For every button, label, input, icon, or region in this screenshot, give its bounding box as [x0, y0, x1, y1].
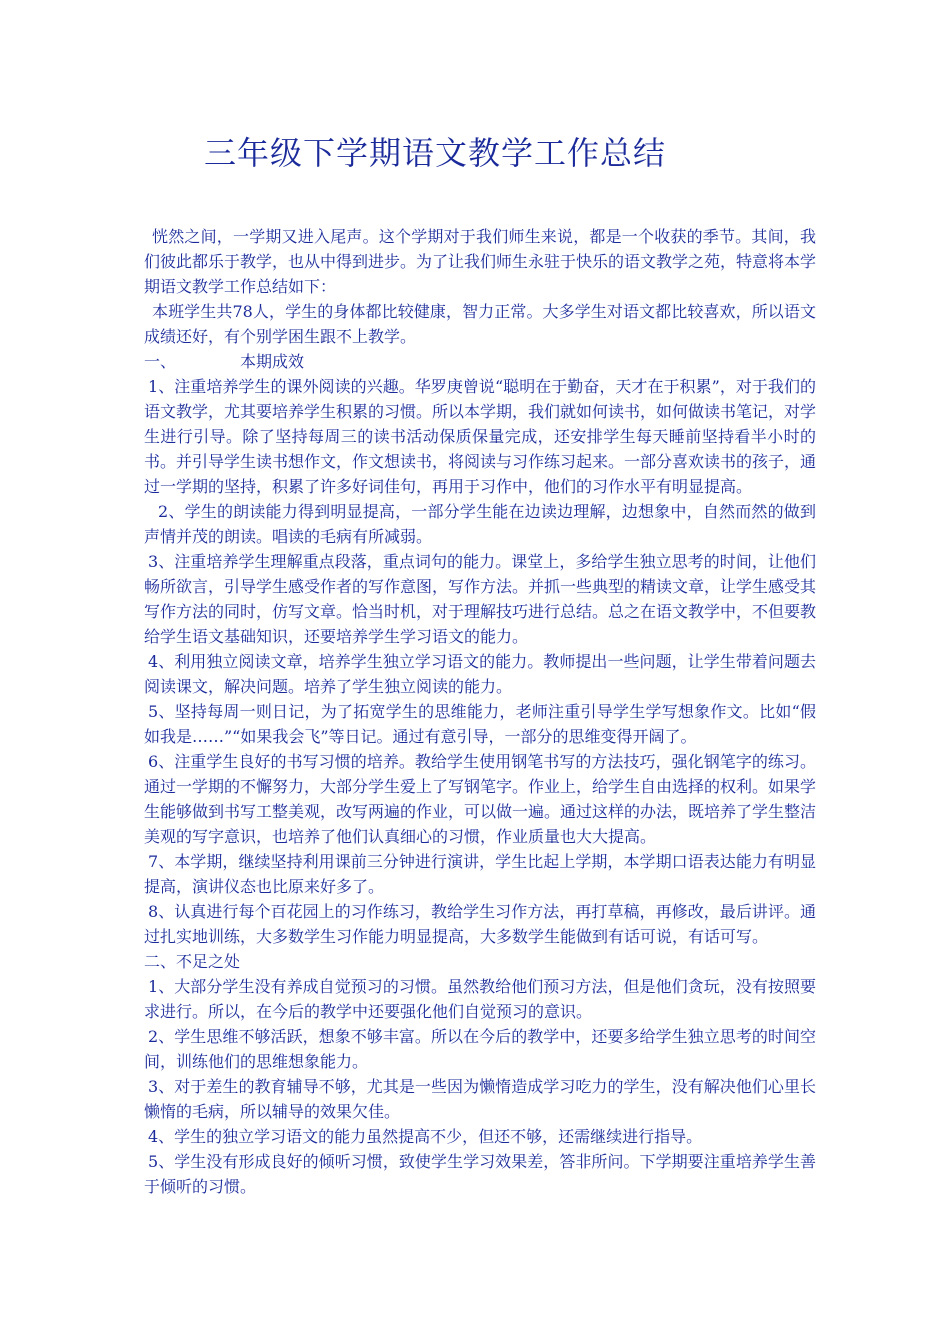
- achievement-item-4: 4、利用独立阅读文章，培养学生独立学习语文的能力。教师提出一些问题，让学生带着问题去阅读课文，解决问题。培养了学生独立阅读的能力。: [144, 652, 816, 696]
- intro-paragraph-2: 本班学生共78人，学生的身体都比较健康，智力正常。大多学生对语文都比较喜欢，所以语文成绩还好，有个别学困生跟不上教学。: [144, 302, 816, 346]
- achievement-item-5: 5、坚持每周一则日记，为了拓宽学生的思维能力，老师注重引导学生学写想象作文。比如“假如我是……”“如果我会飞”等日记。通过有意引导，一部分的思维变得开阔了。: [144, 702, 816, 746]
- shortcoming-item-2: 2、学生思维不够活跃，想象不够丰富。所以在今后的教学中，还要多给学生独立思考的时间空间，训练他们的思维想象能力。: [144, 1027, 816, 1071]
- achievement-item-6: 6、注重学生良好的书写习惯的培养。教给学生使用钢笔书写的方法技巧，强化钢笔字的练习。通过一学期的不懈努力，大部分学生爱上了写钢笔字。作业上，给学生自由选择的权利。如果学生能够做到书写工整美观，改写两遍的作业，可以做一遍。通过这样的办法，既培养了学生整洁美观的写字意识，也培养了他们认真细心的习惯，作业质量也大大提高。: [144, 752, 817, 846]
- intro-paragraph-1: 恍然之间，一学期又进入尾声。这个学期对于我们师生来说，都是一个收获的季节。其间，我们彼此都乐于教学，也从中得到进步。为了让我们师生永驻于快乐的语文教学之苑，特意将本学期语文教学工作总结如下：: [144, 227, 817, 296]
- shortcoming-item-1: 1、大部分学生没有养成自觉预习的习惯。虽然教给他们预习方法，但是他们贪玩，没有按照要求进行。所以，在今后的教学中还要强化他们自觉预习的意识。: [144, 977, 816, 1021]
- section-heading-label: 本期成效: [240, 352, 305, 371]
- achievement-item-7: 7、本学期，继续坚持利用课前三分钟进行演讲，学生比起上学期，本学期口语表达能力有明显提高，演讲仪态也比原来好多了。: [144, 852, 816, 896]
- achievement-item-8: 8、认真进行每个百花园上的习作练习，教给学生习作方法，再打草稿，再修改，最后讲评。通过扎实地训练，大多数学生习作能力明显提高，大多数学生能做到有话可说，有话可写。: [144, 902, 816, 946]
- shortcoming-item-4: 4、学生的独立学习语文的能力虽然提高不少，但还不够，还需继续进行指导。: [148, 1127, 703, 1146]
- document-title: 三年级下学期语文教学工作总结: [204, 134, 667, 172]
- shortcoming-item-5: 5、学生没有形成良好的倾听习惯，致使学生学习效果差，答非所问。下学期要注重培养学生善于倾听的习惯。: [144, 1152, 816, 1196]
- achievement-item-2: 2、学生的朗读能力得到明显提高，一部分学生能在边读边理解，边想象中，自然而然的做到声情并茂的朗读。唱读的毛病有所减弱。: [144, 502, 816, 546]
- section-heading-achievements: [144, 349, 816, 374]
- achievement-item-3: 3、注重培养学生理解重点段落，重点词句的能力。课堂上，多给学生独立思考的时间，让他们畅所欲言，引导学生感受作者的写作意图，写作方法。并抓一些典型的精读文章，让学生感受其写作方法的同时，仿写文章。恰当时机，对于理解技巧进行总结。总之在语文教学中，不但要教给学生语文基础知识，还要培养学生学习语文的能力。: [144, 552, 817, 646]
- shortcoming-item-3: 3、对于差生的教育辅导不够，尤其是一些因为懒惰造成学习吃力的学生，没有解决他们心里长懒惰的毛病，所以辅导的效果欠佳。: [144, 1077, 816, 1121]
- section-heading-shortcomings: 二、不足之处: [144, 952, 241, 971]
- section-number: 一、: [144, 352, 177, 371]
- document-body: [144, 224, 816, 1199]
- achievement-item-1: 1、注重培养学生的课外阅读的兴趣。华罗庚曾说“聪明在于勤奋，天才在于积累”，对于我们的语文教学，尤其要培养学生积累的习惯。所以本学期，我们就如何读书，如何做读书笔记，对学生进行引导。除了坚持每周三的读书活动保质保量完成，还安排学生每天睡前坚持看半小时的书。并引导学生读书想作文，作文想读书，将阅读与习作练习起来。一部分喜欢读书的孩子，通过一学期的坚持，积累了许多好词佳句，再用于习作中，他们的习作水平有明显提高。: [144, 377, 817, 496]
